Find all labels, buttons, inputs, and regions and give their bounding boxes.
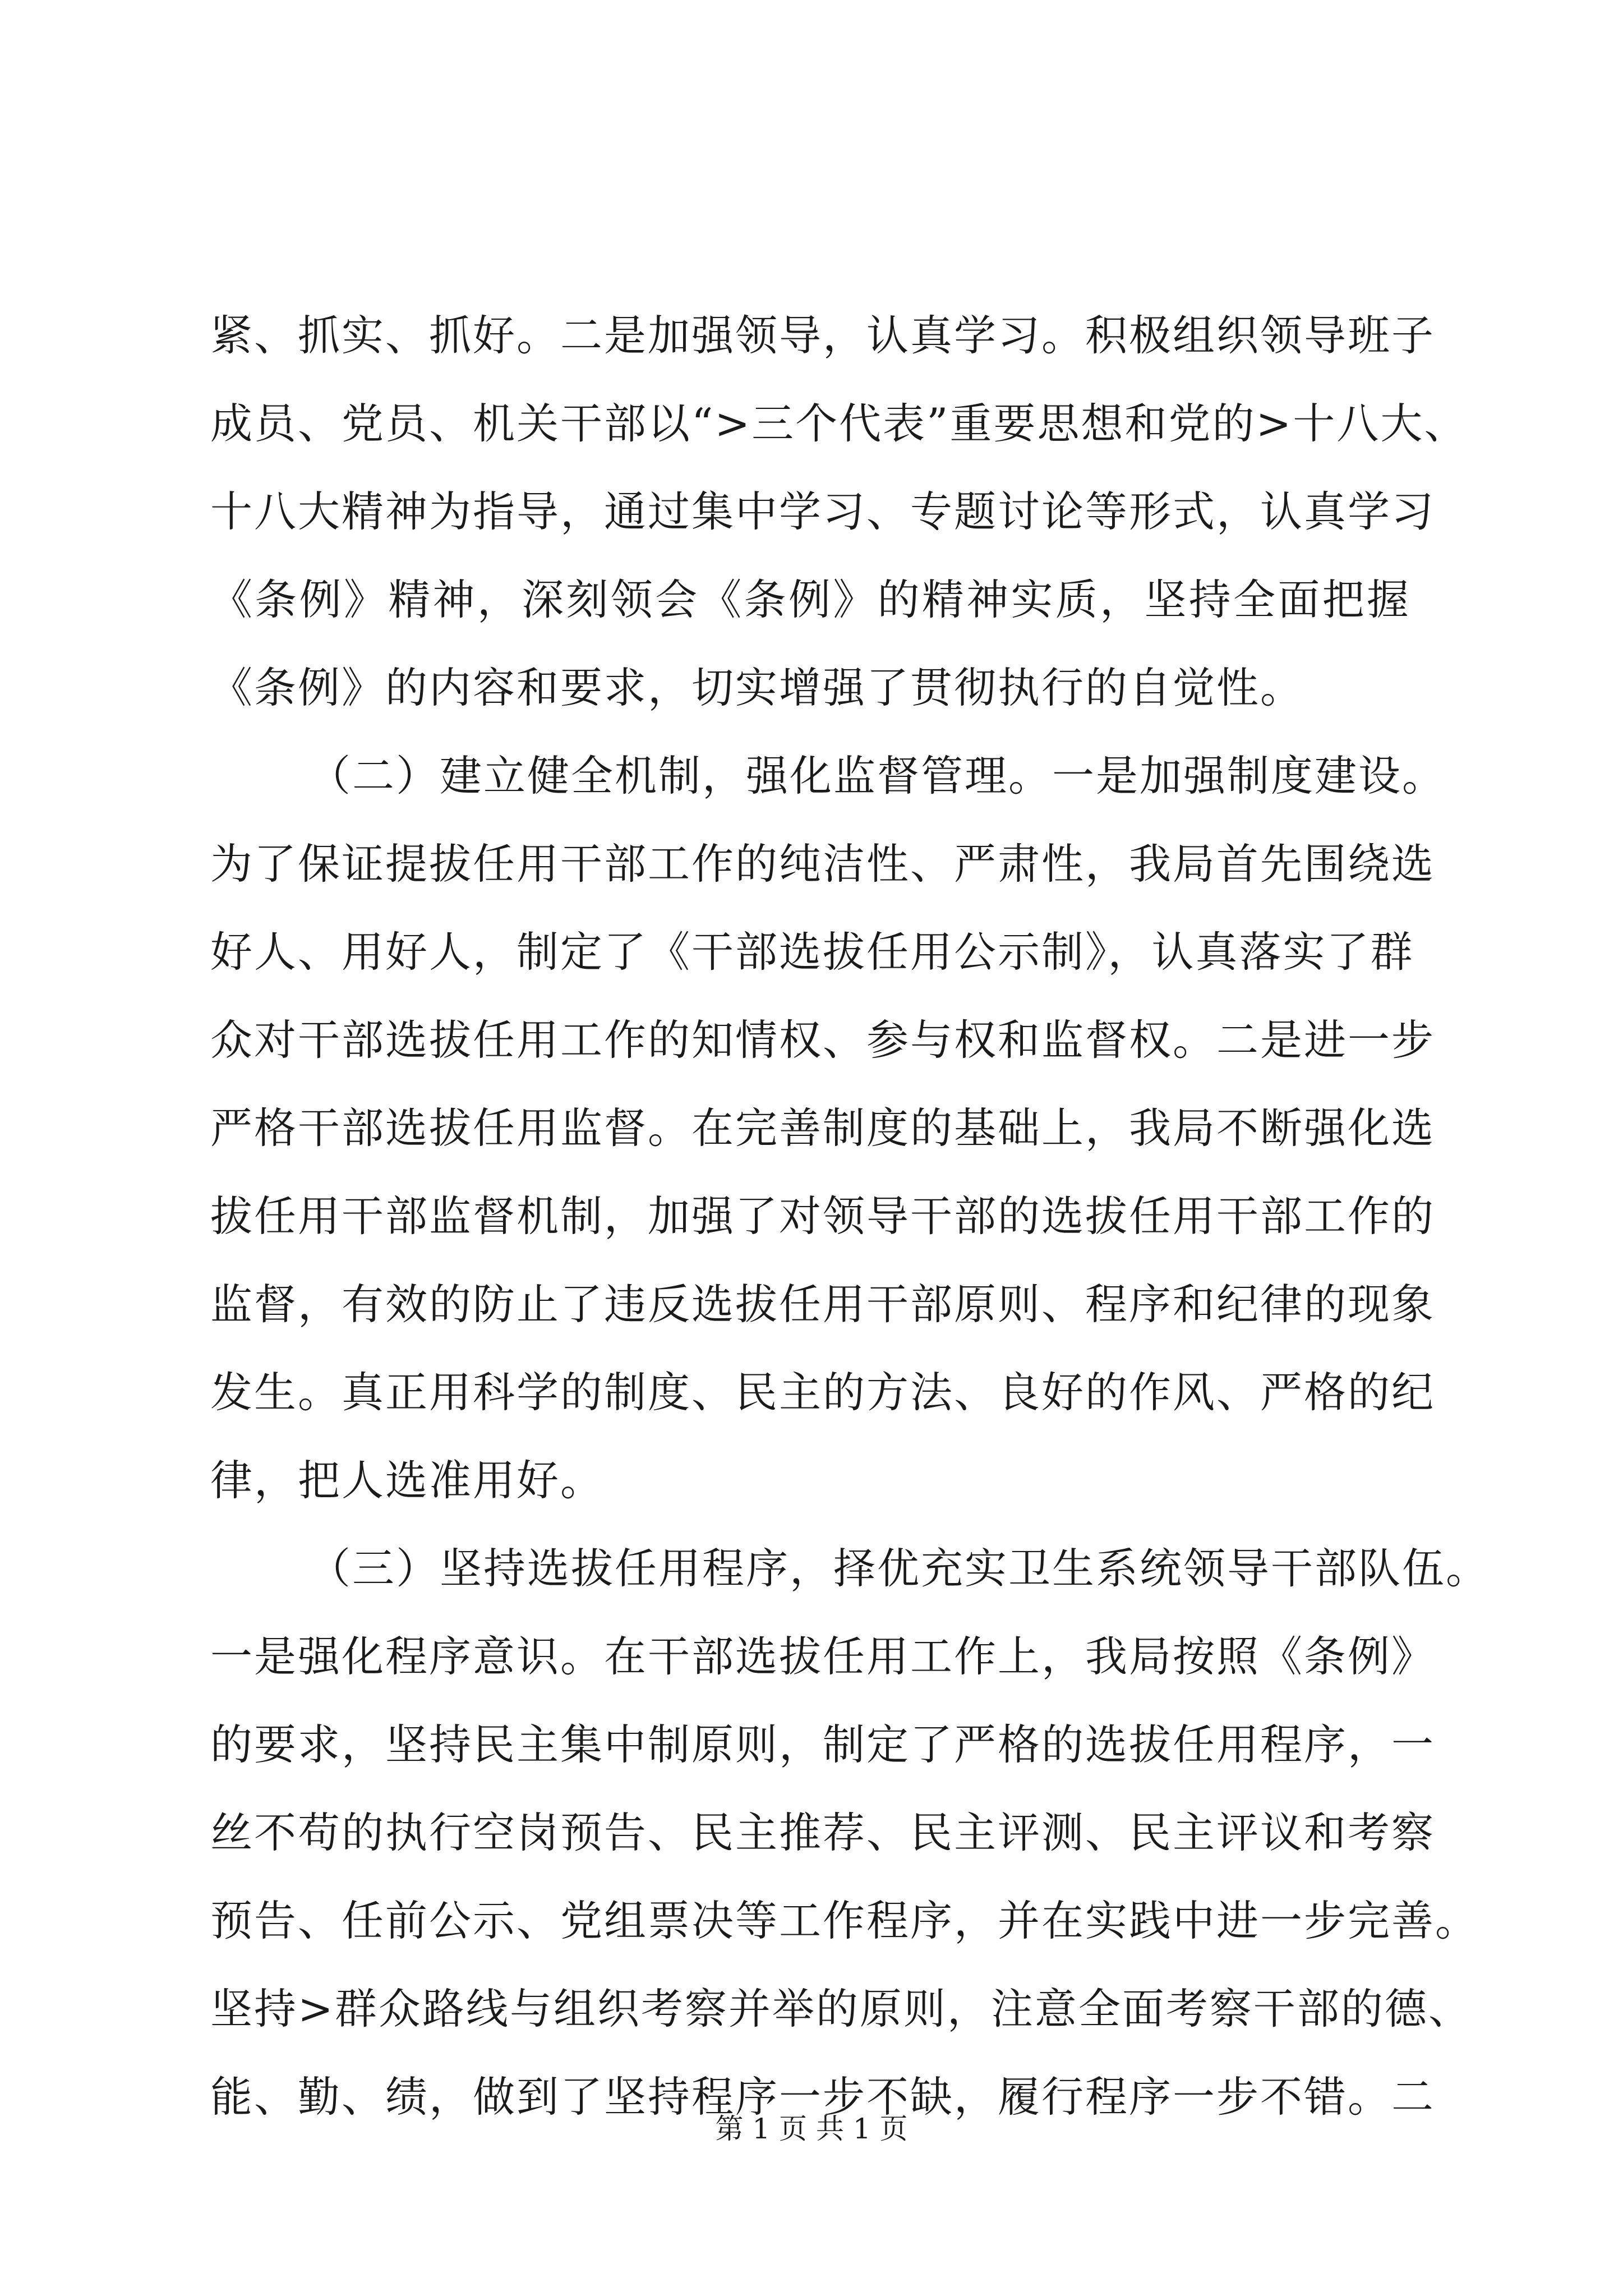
- text-line: 好人、用好人，制定了《干部选拔任用公示制》，认真落实了群: [210, 927, 1414, 977]
- page-number-footer: 第 1 页 共 1 页: [715, 2113, 908, 2145]
- section-heading-line: （二）建立健全机制，强化监督管理。一是加强制度建设。: [308, 751, 1446, 800]
- text-line: 十八大精神为指导，通过集中学习、专题讨论等形式，认真学习: [210, 487, 1436, 536]
- text-line: 成员、党员、机关干部以“>三个代表”重要思想和党的>十八大、: [210, 399, 1468, 448]
- text-line: 为了保证提拔任用干部工作的纯洁性、严肃性，我局首先围绕选: [210, 839, 1436, 889]
- text-line: 坚持>群众路线与组织考察并举的原则，注意全面考察干部的德、: [210, 1984, 1472, 2033]
- text-line: 严格干部选拔任用监督。在完善制度的基础上，我局不断强化选: [210, 1103, 1436, 1153]
- text-line: 律，把人选准用好。: [210, 1456, 605, 1505]
- text-line: 预告、任前公示、党组票决等工作程序，并在实践中进一步完善。: [210, 1896, 1479, 1945]
- text-line: 《条例》的内容和要求，切实增强了贯彻执行的自觉性。: [210, 663, 1304, 712]
- text-line: 拔任用干部监督机制，加强了对领导干部的选拔任用干部工作的: [210, 1191, 1436, 1241]
- text-line: 能、勤、绩，做到了坚持程序一步不缺，履行程序一步不错。二: [210, 2072, 1436, 2122]
- text-line: 《条例》精神，深刻领会《条例》的精神实质，坚持全面把握: [210, 575, 1410, 624]
- text-line: 监督，有效的防止了违反选拔任用干部原则、程序和纪律的现象: [210, 1280, 1436, 1329]
- text-line: 众对干部选拔任用工作的知情权、参与权和监督权。二是进一步: [210, 1015, 1436, 1065]
- body-text: [210, 292, 1490, 2141]
- text-line: 的要求，坚持民主集中制原则，制定了严格的选拔任用程序，一: [210, 1720, 1436, 1769]
- section-heading-line: （三）坚持选拔任用程序，择优充实卫生系统领导干部队伍。: [308, 1544, 1490, 1593]
- text-line: 丝不苟的执行空岗预告、民主推荐、民主评测、民主评议和考察: [210, 1808, 1436, 1857]
- text-line: 一是强化程序意识。在干部选拔任用工作上，我局按照《条例》: [210, 1632, 1436, 1681]
- text-line: 发生。真正用科学的制度、民主的方法、良好的作风、严格的纪: [210, 1368, 1436, 1417]
- text-line: 紧、抓实、抓好。二是加强领导，认真学习。积极组织领导班子: [210, 311, 1436, 360]
